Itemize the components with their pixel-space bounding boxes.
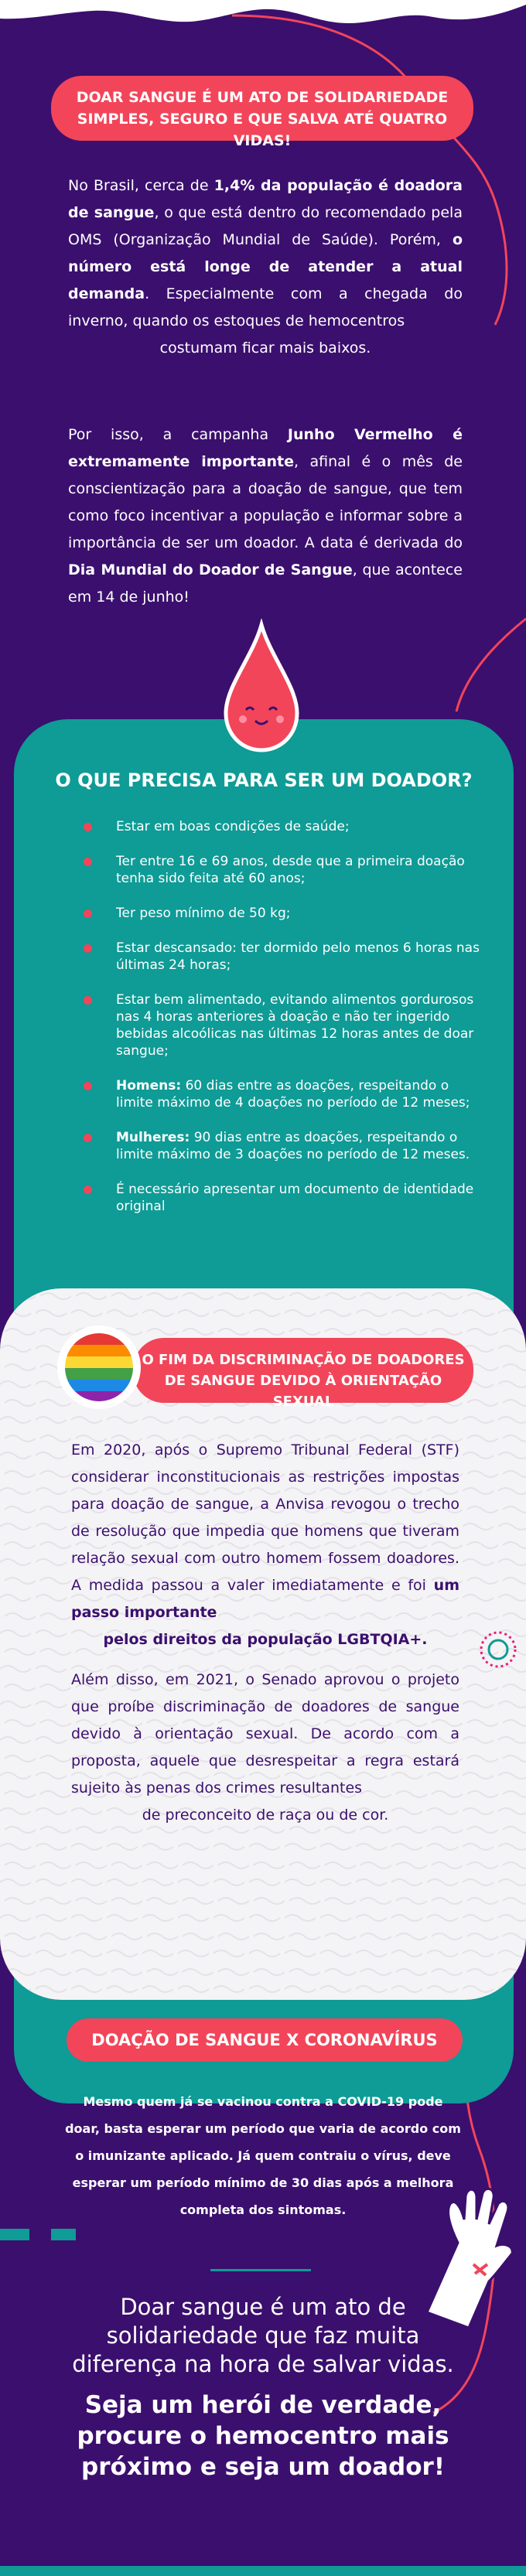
discrimination-paragraph-1: Em 2020, após o Supremo Tribunal Federal (STF) considerar inconstitucionais as restrições impostas para doação de sangue, a Anvisa revogou o trecho de resolução que impedia que homens que tiveram relação sexual com outro homem fossem doadores. A medida passou a valer imediatamente e foi um passo importante pelos direitos da população LGBTQIA+. [71,1442,459,1648]
list-item: Estar descansado: ter dormido pelo menos 6 horas nas últimas 24 horas; [84,940,486,974]
call-to-action: Seja um herói de verdade, procure o hemocentro mais próximo e seja um doador! [77,2391,449,2481]
list-item: Ter peso mínimo de 50 kg; [84,905,486,922]
bottom-bar [0,2566,526,2576]
bullet-icon [84,909,92,918]
list-item: Estar em boas condições de saúde; [84,818,486,835]
requirements-list [84,818,486,1233]
list-item: Homens: 60 dias entre as doações, respeitando o limite máximo de 4 doações no período de 12 meses; [84,1077,486,1111]
covid-headline: DOAÇÃO DE SANGUE X CORONAVÍRUS [67,2018,463,2062]
rainbow-flag-icon [54,1322,144,1412]
list-item: Ter entre 16 e 69 anos, desde que a primeira doação tenha sido feita até 60 anos; [84,853,486,887]
list-item: Mulheres: 90 dias entre as doações, respeitando o limite máximo de 3 doações no período de 12 meses. [84,1129,486,1163]
covid-text: Mesmo quem já se vacinou contra a COVID-19 pode doar, basta esperar um período que varia de acordo com o imunizante aplicado. Já quem contraiu o vírus, deve esperar um período mínimo de 30 dias após a melhora completa dos sintomas. [65,2094,461,2217]
top-wave-edge [0,0,526,31]
blood-drop-mascot-icon [207,619,316,766]
bullet-icon [84,1186,92,1194]
bullet-icon [84,823,92,831]
bullet-icon [84,944,92,953]
closing-text: Doar sangue é um ato de solidariedade que faz muita diferença na hora de salvar vidas. [72,2294,454,2377]
discrimination-paragraph-2: Além disso, em 2021, o Senado aprovou o projeto que proíbe discriminação de doadores de sangue devido à orientação sexual. De acordo com a proposta, aquele que desrespeitar a regra estará sujeito às penas dos crimes resultantes de preconceito de raça ou de cor. [71,1671,459,1824]
intro-paragraph-1: No Brasil, cerca de 1,4% da população é doadora de sangue, o que está dentro do recomendado pela OMS (Organização Mundial de Saúde). Porém, o número está longe de atender a atual demanda. Especialmente com a chegada do inverno, quando os estoques de hemocentros costumam ficar mais baixos. [68,177,463,357]
discrimination-headline: O FIM DA DISCRIMINAÇÃO DE DOADORES DE SANGUE DEVIDO À ORIENTAÇÃO SEXUAL [133,1338,473,1403]
bullet-icon [84,1082,92,1090]
decorative-dash [51,2229,76,2240]
requirements-title: O QUE PRECISA PARA SER UM DOADOR? [55,769,473,791]
decorative-dash [0,2229,29,2240]
bullet-icon [84,996,92,1005]
bullet-icon [84,1134,92,1142]
list-item: É necessário apresentar um documento de identidade original [84,1181,486,1215]
bullet-icon [84,858,92,866]
decorative-ring-icon [476,1628,520,1671]
intro-headline: DOAR SANGUE É UM ATO DE SOLIDARIEDADE SIMPLES, SEGURO E QUE SALVA ATÉ QUATRO VIDAS! [51,76,473,141]
intro-paragraph-2: Por isso, a campanha Junho Vermelho é extremamente importante, afinal é o mês de conscientização para a doação de sangue, que tem como foco incentivar a população e informar sobre a importância de ser um doador. A data é derivada do Dia Mundial do Doador de Sangue, que acontece em 14 de junho! [68,426,463,606]
list-item: Estar bem alimentado, evitando alimentos gordurosos nas 4 horas anteriores à doação e não ter ingerido bebidas alcoólicas nas últimas 12 horas antes de doar sangue; [84,991,486,1059]
divider-rule [210,2269,311,2271]
